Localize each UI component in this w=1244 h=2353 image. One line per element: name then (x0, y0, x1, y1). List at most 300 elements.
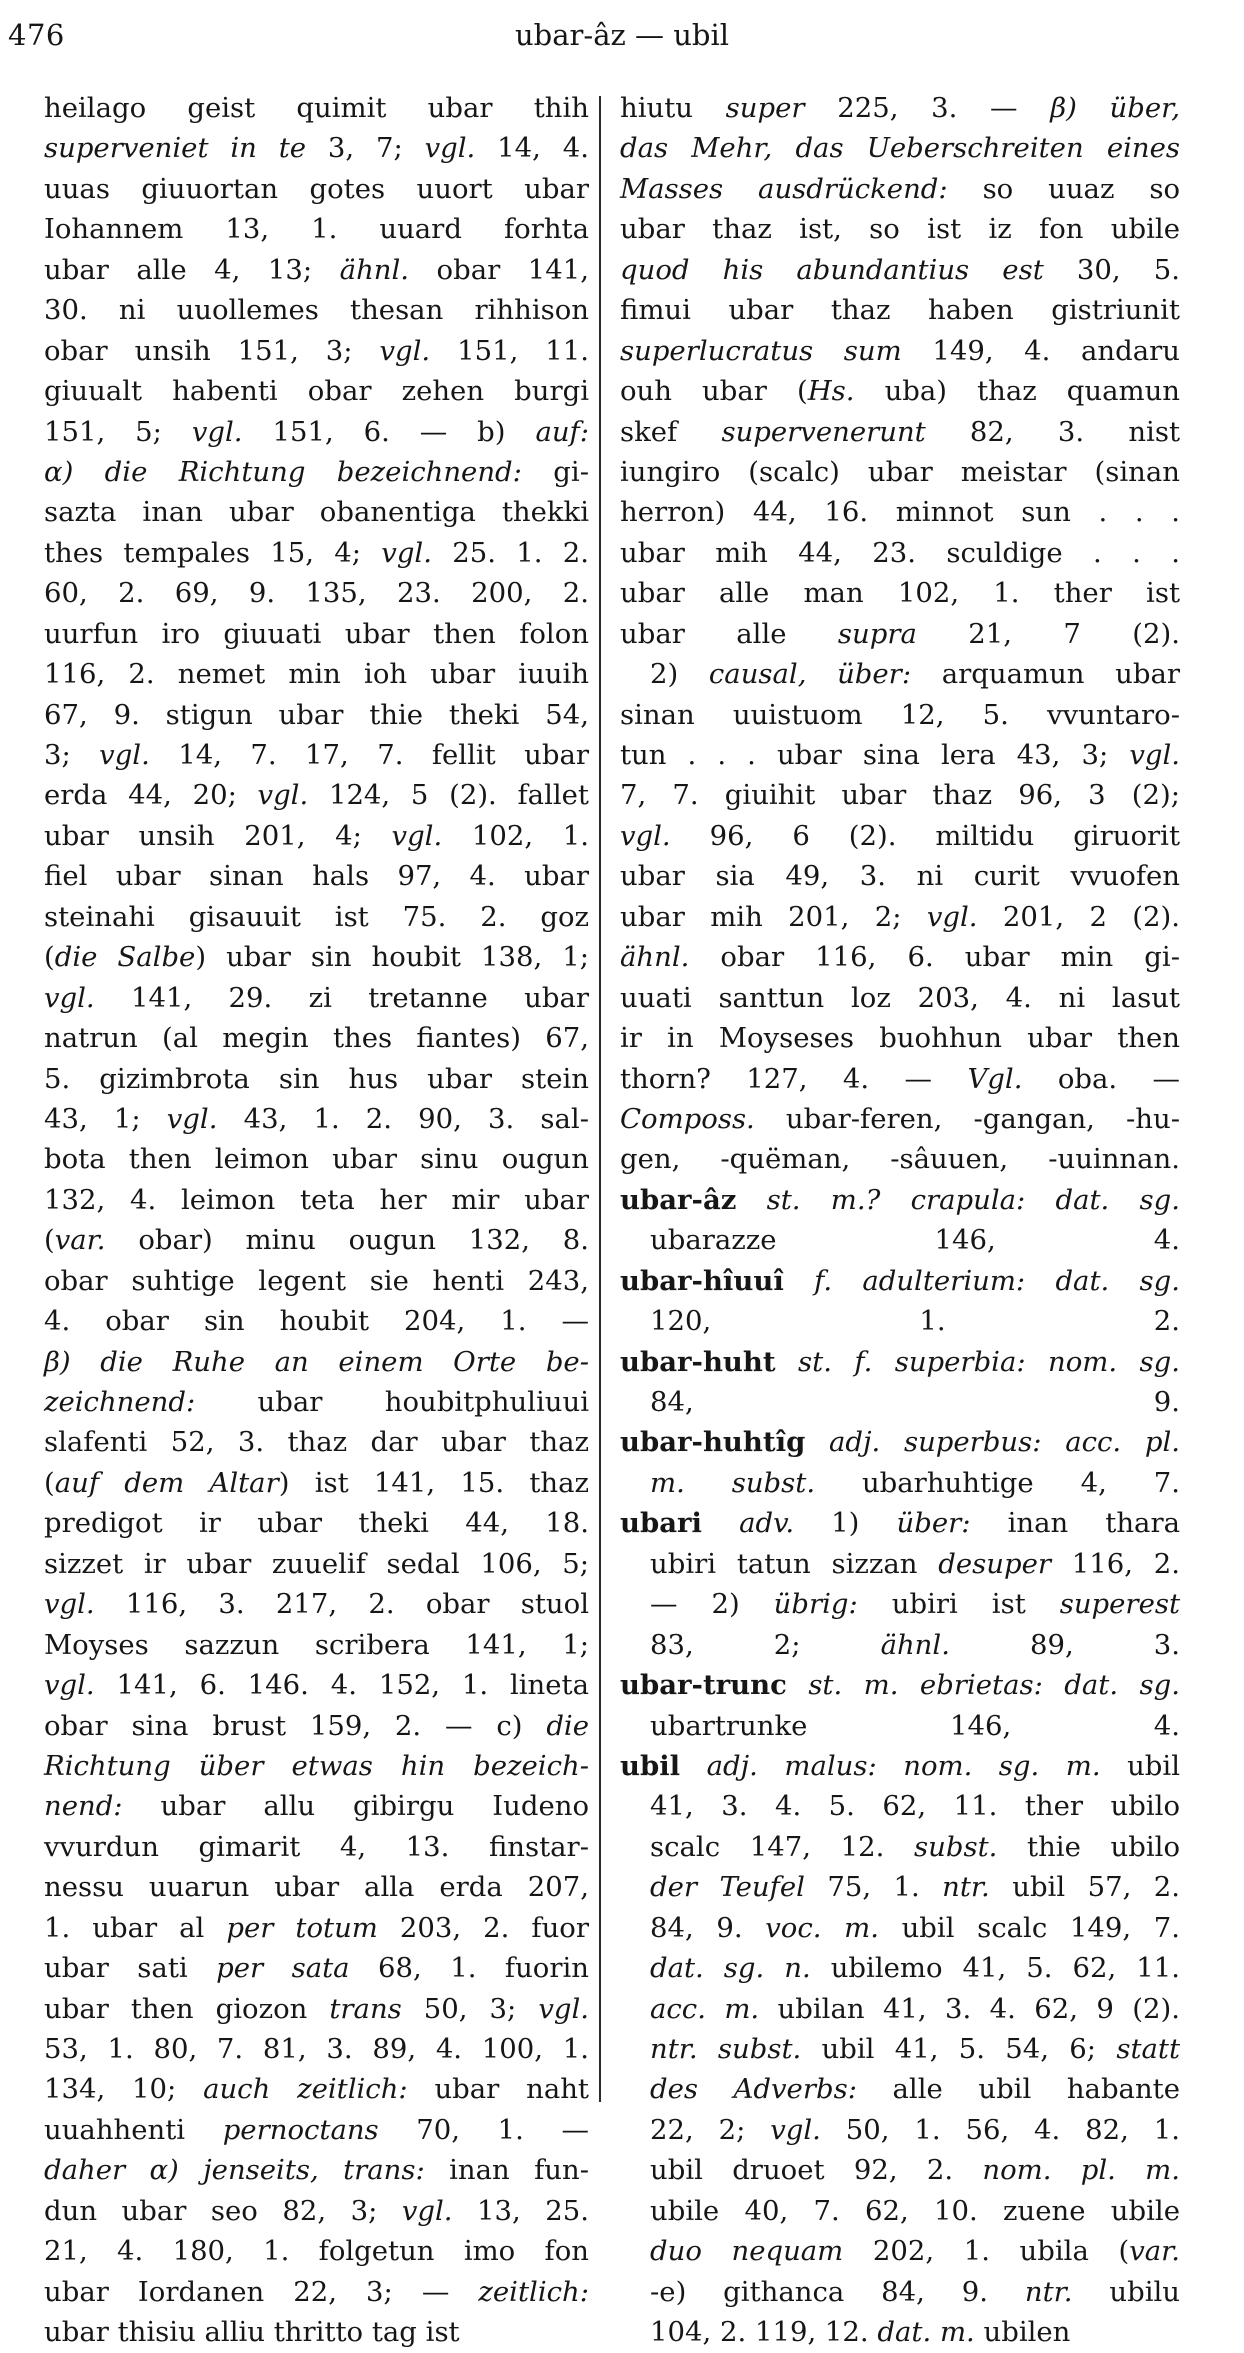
right-column-line (620, 1463, 1180, 1503)
right-column-line (620, 492, 1180, 532)
italic-text: f. adulterium: dat. sg. (783, 1264, 1180, 1297)
italic-text: acc. m. (650, 1992, 760, 2025)
text-run: 82, 3. nist (925, 415, 1180, 448)
italic-text: Vgl. (967, 1062, 1023, 1095)
right-column-line (620, 1059, 1180, 1099)
headword: ubar-hîuuî (620, 1264, 784, 1297)
italic-text: super (725, 92, 805, 124)
left-column-line (44, 371, 589, 411)
left-column-line (44, 412, 589, 452)
left-column-line (44, 492, 589, 532)
text-run: ubar mih 44, 23. sculdige . . . (620, 536, 1180, 569)
italic-text: die Salbe (54, 941, 196, 974)
italic-text: ntr. (942, 1871, 990, 1904)
text-run: 83, 2; (650, 1628, 881, 1661)
italic-text: vgl. (620, 819, 671, 852)
text-run: 201, 2 (2). (977, 900, 1180, 933)
italic-text: vgl. (770, 2113, 821, 2146)
text-run: ubar thisiu alliu thritto tag ist (44, 2316, 460, 2349)
italic-text: voc. m. (765, 1911, 879, 1944)
italic-text: vgl. (401, 2194, 453, 2227)
italic-text: des Adverbs: (650, 2073, 857, 2106)
text-run: ubil (1100, 1749, 1180, 1782)
text-run: 132, 4. leimon teta her mir ubar (44, 1183, 589, 1216)
text-run: ubilan 41, 3. 4. 62, 9 (2). (759, 1992, 1181, 2025)
right-column-line (620, 1867, 1180, 1907)
italic-text: vgl. (391, 819, 443, 852)
text-run: ubiri tatun sizzan (650, 1547, 939, 1580)
headword: ubar-huhtîg (620, 1426, 806, 1459)
right-column-line (620, 775, 1180, 815)
text-run: ubil scalc 149, 7. (878, 1911, 1180, 1944)
page-header (0, 0, 1244, 80)
left-column-line (44, 2191, 589, 2231)
left-column-line (44, 1463, 589, 1503)
text-run: 22, 2; (650, 2113, 771, 2146)
right-column-line (620, 128, 1180, 168)
text-run: 30. ni uuollemes thesan rihhison (44, 294, 589, 327)
italic-text: var. (54, 1224, 106, 1257)
text-run: 225, 3. — (804, 92, 1051, 124)
italic-text: trans (329, 1992, 402, 2025)
headword: ubil (620, 1749, 681, 1782)
left-column-line (44, 1867, 589, 1907)
right-column-line (620, 209, 1180, 249)
italic-text: duo nequam (650, 2235, 844, 2268)
left-column-line (44, 1261, 589, 1301)
italic-text: Hs. (807, 375, 855, 408)
text-run: 25. 1. 2. (431, 536, 589, 569)
right-column-line (620, 371, 1180, 411)
italic-text: der Teufel (650, 1871, 805, 1904)
left-column-line (44, 1301, 589, 1341)
text-run: 5. gizimbrota sin hus ubar stein (44, 1062, 589, 1095)
italic-text: ähnl. (880, 1628, 950, 1661)
text-run: 141, 29. zi tretanne ubar (94, 981, 589, 1014)
italic-text: zeichnend: (44, 1386, 196, 1418)
italic-text: supra (837, 617, 917, 650)
text-run: 30, 5. (1043, 253, 1180, 286)
left-column-line (44, 1422, 589, 1462)
italic-text: α) die Richtung bezeichnend: (44, 455, 522, 488)
text-run: ubar thaz ist, so ist iz fon ubile (620, 213, 1180, 246)
left-column-line (44, 856, 589, 896)
text-run: inan thara (970, 1507, 1180, 1540)
text-run: 202, 1. ubila ( (843, 2235, 1130, 2268)
right-column-line (620, 331, 1180, 371)
italic-text: vgl. (44, 981, 95, 1014)
left-column-line (44, 937, 589, 977)
text-run: giuualt habenti obar zehen burgi (44, 375, 589, 408)
text-run: herron) 44, 16. minnot sun . . . (620, 496, 1180, 529)
text-run: heilago geist quimit ubar thih (44, 92, 589, 124)
italic-text: Masses ausdrückend: (620, 172, 948, 205)
text-run: bota then leimon ubar sinu ougun (44, 1143, 589, 1176)
italic-text: nend: (44, 1790, 123, 1823)
right-column-line (620, 1139, 1180, 1179)
right-column-line (620, 856, 1180, 896)
headword: ubar-huht (620, 1345, 776, 1378)
italic-text: vgl. (424, 132, 476, 165)
right-column-line (620, 1948, 1180, 1988)
text-run: ubil druoet 92, 2. (650, 2154, 983, 2187)
italic-text: vgl. (538, 1992, 589, 2025)
text-run: 60, 2. 69, 9. 135, 23. 200, 2. (44, 577, 589, 610)
text-run: ubar alle man 102, 1. ther ist (620, 577, 1180, 610)
right-column-line (620, 1342, 1180, 1382)
left-column-line (44, 2312, 589, 2352)
right-column-line (620, 2312, 1180, 2352)
text-run: 149, 4. andaru (901, 334, 1180, 367)
italic-text: per totum (226, 1911, 378, 1944)
text-run: ( (44, 1466, 55, 1499)
right-column-line (620, 1301, 1180, 1341)
text-run: ubar Iordanen 22, 3; — (44, 2275, 479, 2308)
text-run: uurfun iro giuuati ubar then folon (44, 617, 589, 650)
text-run: 151, 6. — b) (242, 415, 536, 448)
text-run: predigot ir ubar theki 44, 18. (44, 1507, 589, 1540)
text-run: ) ubar sin houbit 138, 1; (195, 941, 589, 974)
italic-text: ähnl. (620, 941, 690, 974)
text-run: obar sina brust 159, 2. — c) (44, 1709, 547, 1742)
italic-text: vgl. (379, 334, 431, 367)
left-column-line (44, 1139, 589, 1179)
text-run: hiutu (620, 92, 726, 124)
text-run: — 2) (650, 1588, 774, 1621)
italic-text: vgl. (1129, 739, 1180, 771)
italic-text: superlucratus sum (620, 334, 902, 367)
text-run: ubartrunke 146, 4. (650, 1709, 1180, 1742)
right-column-line (620, 2150, 1180, 2190)
text-run: fiel ubar sinan hals 97, 4. ubar (44, 860, 589, 893)
right-column-line (620, 1625, 1180, 1665)
left-column-line (44, 1908, 589, 1948)
right-column-line (620, 1018, 1180, 1058)
text-run: 102, 1. (442, 819, 590, 852)
left-column-line (44, 695, 589, 735)
italic-text: superest (1059, 1588, 1181, 1621)
text-run: 96, 6 (2). miltidu giruorit (670, 819, 1180, 852)
text-run: ir in Moyseses buohhun ubar then (620, 1022, 1180, 1055)
left-column-line (44, 614, 589, 654)
text-run: thorn? 127, 4. — (620, 1062, 968, 1095)
right-column-line (620, 2110, 1180, 2150)
right-column-line (620, 88, 1180, 128)
left-column-line (44, 654, 589, 694)
right-column-line (620, 1503, 1180, 1543)
italic-text: vgl. (926, 900, 978, 933)
text-run: alle ubil habante (856, 2073, 1180, 2106)
text-run: ubil 41, 5. 54, 6; (801, 2033, 1117, 2065)
right-column-line (620, 1908, 1180, 1948)
left-column-line (44, 290, 589, 330)
text-run: fimui ubar thaz haben gistriunit (620, 294, 1180, 327)
italic-text: zeitlich: (478, 2275, 589, 2308)
left-column-line (44, 2150, 589, 2190)
italic-text: adj. malus: nom. sg. m. (680, 1749, 1101, 1782)
text-run: 1) (794, 1507, 897, 1540)
italic-text: var. (1129, 2235, 1181, 2268)
italic-text: vgl. (44, 1588, 95, 1621)
text-run: uuas giuuortan gotes uuort ubar (44, 172, 589, 205)
right-column-line (620, 452, 1180, 492)
italic-text: ntr. (1024, 2275, 1073, 2308)
right-column-line (620, 169, 1180, 209)
right-column-line (620, 1827, 1180, 1867)
text-run: 43, 1; (44, 1102, 167, 1135)
left-column-line (44, 1948, 589, 1988)
italic-text: adv. (701, 1507, 795, 1540)
right-column-line (620, 1665, 1180, 1705)
italic-text: vgl. (44, 1669, 95, 1702)
text-run: ubar allu gibirgu Iudeno (122, 1790, 589, 1823)
italic-text: st. f. superbia: nom. sg. (775, 1345, 1180, 1378)
left-column-line (44, 1625, 589, 1665)
text-run: 41, 3. 4. 5. 62, 11. ther ubilo (650, 1790, 1180, 1823)
text-run: ouh ubar ( (620, 375, 808, 408)
text-run: oba. — (1022, 1062, 1181, 1095)
text-run: tun . . . ubar sina lera 43, 3; (620, 739, 1130, 771)
text-run: 21, 7 (2). (916, 617, 1180, 650)
headword: ubari (620, 1507, 702, 1540)
left-column-line (44, 1584, 589, 1624)
text-run: sazta inan ubar obanentiga thekki (44, 496, 589, 529)
italic-text: per sata (216, 1952, 350, 1985)
right-column-line (620, 654, 1180, 694)
text-run: vvurdun gimarit 4, 13. finstar- (44, 1830, 589, 1863)
left-column-line (44, 1706, 589, 1746)
left-column-line (44, 250, 589, 290)
right-column-line (620, 1180, 1180, 1220)
italic-text: pernoctans (222, 2113, 379, 2146)
text-run: ( (44, 1224, 55, 1257)
text-run: ubar naht (407, 2073, 589, 2106)
text-run: inan fun- (424, 2154, 589, 2187)
running-head: ubar-âz — ubil (515, 18, 729, 52)
right-column-line (620, 1584, 1180, 1624)
right-column-line (620, 735, 1180, 775)
text-run: ubilu (1072, 2275, 1180, 2308)
text-run: ( (44, 941, 55, 974)
text-run: 14, 4. (475, 132, 589, 165)
text-run: 3; (44, 739, 100, 771)
text-run: ubil 57, 2. (989, 1871, 1180, 1904)
right-column-line (620, 2231, 1180, 2271)
text-run: obar 141, (409, 253, 589, 286)
left-column-line (44, 1180, 589, 1220)
left-column-line (44, 2069, 589, 2109)
italic-text: st. m. ebrietas: dat. sg. (786, 1669, 1180, 1702)
left-column-line (44, 88, 589, 128)
italic-text: auch zeitlich: (203, 2073, 408, 2106)
right-column-line (620, 897, 1180, 937)
text-run: so uuaz so (947, 172, 1180, 205)
left-column-line (44, 1342, 589, 1382)
text-run: obar suhtige legent sie henti 243, (44, 1264, 589, 1297)
text-run: ubar sia 49, 3. ni curit vvuofen (620, 860, 1180, 893)
left-column-line (44, 209, 589, 249)
italic-text: desuper (938, 1547, 1051, 1580)
left-column-line (44, 169, 589, 209)
text-run: ubar alle 4, 13; (44, 253, 340, 286)
headword: ubar-trunc (620, 1669, 787, 1702)
text-run: 116, 2. nemet min ioh ubar iuuih (44, 658, 589, 691)
italic-text: auf: (535, 415, 589, 448)
right-column-line (620, 2029, 1180, 2069)
text-run: ubar sati (44, 1952, 217, 1985)
italic-text: statt (1116, 2033, 1180, 2065)
text-run: 13, 25. (452, 2194, 590, 2227)
italic-text: daher α) jenseits, trans: (44, 2154, 425, 2187)
text-run: 53, 1. 80, 7. 81, 3. 89, 4. 100, 1. (44, 2033, 589, 2065)
text-run: uuahhenti (44, 2113, 223, 2146)
right-column-line (620, 1099, 1180, 1139)
text-run: sizzet ir ubar zuuelif sedal 106, 5; (44, 1547, 589, 1580)
italic-text: ähnl. (339, 253, 410, 286)
left-column-line (44, 331, 589, 371)
text-run: ubar-feren, -gangan, -hu- (754, 1102, 1180, 1135)
right-column-line (620, 2191, 1180, 2231)
text-run: ubar mih 201, 2; (620, 900, 927, 933)
italic-text: st. m.? crapula: dat. sg. (736, 1183, 1180, 1216)
text-run: 2) (650, 658, 709, 691)
text-run: ) ist 141, 15. thaz (278, 1466, 589, 1499)
left-column-line (44, 1220, 589, 1260)
text-run: obar unsih 151, 3; (44, 334, 380, 367)
left-column-line (44, 533, 589, 573)
italic-text: Composs. (620, 1102, 755, 1135)
italic-text: vgl. (166, 1102, 218, 1135)
italic-text: auf dem Altar (54, 1466, 279, 1499)
right-column-line (620, 1989, 1180, 2029)
text-run: 50, 3; (401, 1992, 539, 2025)
left-column-line (44, 1018, 589, 1058)
right-column-line (620, 412, 1180, 452)
text-run: 70, 1. — (378, 2113, 589, 2146)
text-run: 124, 5 (2). fallet (308, 779, 589, 812)
left-column-line (44, 897, 589, 937)
text-run: ubilen (974, 2316, 1071, 2349)
text-run: slafenti 52, 3. thaz dar ubar thaz (44, 1426, 589, 1459)
text-run: ubarazze 146, 4. (650, 1224, 1180, 1257)
right-column-line (620, 614, 1180, 654)
text-run: 151, 5; (44, 415, 192, 448)
left-column-line (44, 978, 589, 1018)
right-column-line (620, 250, 1180, 290)
text-run: 50, 1. 56, 4. 82, 1. (820, 2113, 1180, 2146)
text-run: obar 116, 6. ubar min gi- (689, 941, 1180, 974)
text-run: 4. obar sin houbit 204, 1. — (44, 1305, 589, 1338)
left-column-line (44, 1544, 589, 1584)
text-run: ubarhuhtige 4, 7. (815, 1466, 1180, 1499)
text-run: 7, 7. giuihit ubar thaz 96, 3 (2); (620, 779, 1180, 812)
italic-text: supervenerunt (721, 415, 926, 448)
text-run: 3, 7; (306, 132, 425, 165)
italic-text: quod his abundantius est (620, 253, 1044, 286)
italic-text: β) die Ruhe an einem Orte be- (44, 1345, 589, 1378)
text-run: 116, 3. 217, 2. obar stuol (94, 1588, 589, 1621)
text-run: natrun (al megin thes fiantes) 67, (44, 1022, 589, 1055)
left-column-line (44, 775, 589, 815)
left-column-line (44, 1059, 589, 1099)
left-column-line (44, 1099, 589, 1139)
italic-text: adj. superbus: acc. pl. (805, 1426, 1180, 1459)
text-run: gi- (521, 455, 589, 488)
text-run: uuati santtun loz 203, 4. ni lasut (620, 981, 1180, 1014)
left-column-line (44, 735, 589, 775)
right-column-line (620, 1786, 1180, 1826)
italic-text: dat. m. (877, 2316, 975, 2349)
text-run: nessu uuarun ubar alla erda 207, (44, 1871, 589, 1904)
italic-text: β) über, (1050, 92, 1180, 124)
left-column-line (44, 1746, 589, 1786)
page-number: 476 (8, 18, 65, 52)
italic-text: übrig: (773, 1588, 858, 1621)
left-column-line (44, 816, 589, 856)
left-column-line (44, 1665, 589, 1705)
text-run: skef (620, 415, 722, 448)
right-column-line (620, 1706, 1180, 1746)
text-run: 116, 2. (1051, 1547, 1181, 1580)
left-column-line (44, 1786, 589, 1826)
right-column-line (620, 937, 1180, 977)
left-column (44, 88, 589, 2353)
right-column-line (620, 573, 1180, 613)
text-run: erda 44, 20; (44, 779, 258, 812)
left-column-line (44, 1827, 589, 1867)
italic-text: die (546, 1709, 589, 1742)
italic-text: Richtung über etwas hin bezeich- (44, 1749, 589, 1782)
italic-text: m. subst. (650, 1466, 816, 1499)
text-run: 104, 2. 119, 12. (650, 2316, 878, 2349)
text-run: 89, 3. (949, 1628, 1180, 1661)
text-run: 151, 11. (430, 334, 590, 367)
italic-text: vgl. (381, 536, 432, 569)
headword: ubar-âz (620, 1183, 737, 1216)
text-run: scalc 147, 12. (650, 1830, 915, 1863)
left-column-line (44, 2110, 589, 2150)
right-column-line (620, 1422, 1180, 1462)
italic-text: vgl. (99, 739, 150, 771)
italic-text: vgl. (257, 779, 309, 812)
italic-text: dat. sg. n. (650, 1952, 811, 1985)
text-run: Iohannem 13, 1. uuard forhta (44, 213, 589, 246)
left-column-line (44, 2231, 589, 2271)
italic-text: über: (896, 1507, 971, 1540)
left-column-line (44, 1989, 589, 2029)
right-column-line (620, 1544, 1180, 1584)
text-run: 68, 1. fuorin (349, 1952, 589, 1985)
text-run: steinahi gisauuit ist 75. 2. goz (44, 900, 589, 933)
column-divider (599, 96, 601, 2102)
left-column-line (44, 2272, 589, 2312)
left-column-line (44, 1503, 589, 1543)
italic-text: causal, über: (708, 658, 912, 691)
text-run: 21, 4. 180, 1. folgetun imo fon (44, 2235, 589, 2268)
right-column-line (620, 533, 1180, 573)
right-column-line (620, 1382, 1180, 1422)
text-run: ubile 40, 7. 62, 10. zuene ubile (650, 2194, 1180, 2227)
italic-text: nom. pl. m. (982, 2154, 1180, 2187)
italic-text: vgl. (191, 415, 243, 448)
right-column-line (620, 978, 1180, 1018)
text-run: iungiro (scalc) ubar meistar (sinan (620, 455, 1180, 488)
text-run: ubar unsih 201, 4; (44, 819, 392, 852)
text-run: obar) minu ougun 132, 8. (105, 1224, 589, 1257)
right-column-line (620, 816, 1180, 856)
text-run: ubiri ist (857, 1588, 1060, 1621)
text-run: dun ubar seo 82, 3; (44, 2194, 402, 2227)
